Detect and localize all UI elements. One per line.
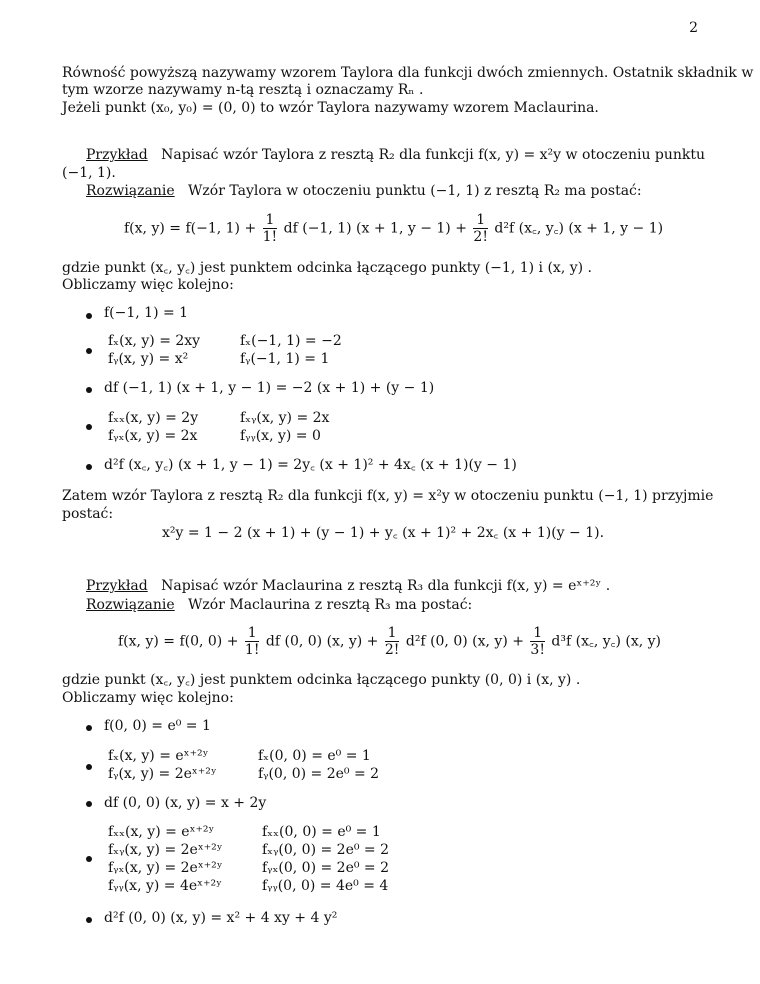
bullet-icon (86, 464, 92, 470)
denominator: 3! (530, 642, 545, 658)
fraction (530, 625, 545, 658)
example1-where: gdzie punkt (x꜀, y꜀) jest punktem odcinka łączącego punkty (−1, 1) i (x, y) . (62, 260, 592, 276)
example2-solution-text: Wzór Maclaurina z resztą R₃ ma postać: (188, 597, 473, 613)
ex2-bullet-4-right-4: fᵧᵧ(0, 0) = 4e⁰ = 4 (262, 878, 389, 894)
ex2-bullet-3: df (0, 0) (x, y) = x + 2y (104, 795, 267, 811)
page-number: 2 (689, 20, 698, 36)
formula-part: f(x, y) = f(−1, 1) + (124, 220, 257, 237)
fraction (263, 212, 278, 245)
example1-task-cont: (−1, 1). (62, 165, 116, 181)
denominator: 1! (244, 642, 260, 658)
ex2-bullet-4-left-1: fₓₓ(x, y) = eˣ⁺²ʸ (108, 824, 215, 840)
ex2-bullet-2-right-1: fₓ(0, 0) = e⁰ = 1 (258, 748, 371, 764)
numerator: 1 (530, 625, 545, 642)
bullet-icon (86, 856, 92, 862)
numerator: 1 (385, 625, 400, 642)
ex2-bullet-4-right-2: fₓᵧ(0, 0) = 2e⁰ = 2 (262, 842, 389, 858)
numerator: 1 (473, 212, 488, 229)
ex1-bullet-2-right-2: fᵧ(−1, 1) = 1 (240, 351, 330, 367)
ex1-bullet-3: df (−1, 1) (x + 1, y − 1) = −2 (x + 1) + (y − 1) (104, 380, 435, 396)
example2-where: gdzie punkt (x꜀, y꜀) jest punktem odcinka łączącego punkty (0, 0) i (x, y) . (62, 672, 581, 688)
fraction (385, 625, 400, 658)
example2-label: Przykład (86, 578, 148, 594)
formula-part: f(x, y) = f(0, 0) + (118, 633, 239, 650)
ex1-bullet-4-left-2: fᵧₓ(x, y) = 2x (108, 428, 198, 444)
formula-part: d²f (x꜀, y꜀) (x + 1, y − 1) (494, 220, 664, 237)
bullet-icon (86, 725, 92, 731)
example2-compute: Obliczamy więc kolejno: (62, 690, 234, 706)
ex1-bullet-5: d²f (x꜀, y꜀) (x + 1, y − 1) = 2y꜀ (x + 1)² + 4x꜀ (x + 1)(y − 1) (104, 457, 517, 473)
example1-label: Przykład (86, 147, 148, 163)
bullet-icon (86, 917, 92, 923)
intro-line-3: Jeżeli punkt (x₀, y₀) = (0, 0) to wzór Taylora nazywamy wzorem Maclaurina. (62, 100, 599, 116)
denominator: 2! (473, 229, 488, 245)
example2-solution-label: Rozwiązanie (86, 597, 175, 613)
intro-line-1: Równość powyższą nazywamy wzorem Taylora dla funkcji dwóch zmiennych. Ostatnik składnik w (62, 65, 754, 81)
ex2-bullet-1: f(0, 0) = e⁰ = 1 (104, 718, 211, 734)
bullet-icon (86, 348, 92, 354)
ex2-bullet-4-right-3: fᵧₓ(0, 0) = 2e⁰ = 2 (262, 860, 389, 876)
bullet-icon (86, 764, 92, 770)
numerator: 1 (263, 212, 278, 229)
denominator: 2! (384, 642, 400, 658)
ex2-bullet-4-left-4: fᵧᵧ(x, y) = 4eˣ⁺²ʸ (108, 878, 223, 894)
example1-solution (86, 183, 642, 200)
example1-taylor-formula (124, 212, 663, 245)
ex2-bullet-5: d²f (0, 0) (x, y) = x² + 4 xy + 4 y² (104, 910, 338, 926)
bullet-icon (86, 313, 92, 319)
ex1-bullet-4-right-1: fₓᵧ(x, y) = 2x (240, 410, 330, 426)
example1-task (86, 147, 705, 164)
example1-conclusion-2: postać: (62, 506, 114, 522)
ex2-bullet-2-left-2: fᵧ(x, y) = 2eˣ⁺²ʸ (108, 766, 217, 782)
ex1-bullet-1: f(−1, 1) = 1 (104, 305, 189, 321)
example2-task-text: Napisać wzór Maclaurina z resztą R₃ dla funkcji f(x, y) = eˣ⁺²ʸ . (161, 578, 611, 594)
ex1-bullet-4-left-1: fₓₓ(x, y) = 2y (108, 410, 199, 426)
ex1-bullet-2-right-1: fₓ(−1, 1) = −2 (240, 333, 342, 349)
bullet-icon (86, 424, 92, 430)
bullet-icon (86, 387, 92, 393)
intro-line-2: tym wzorze nazywamy n-tą resztą i oznaczamy Rₙ . (62, 82, 424, 98)
ex1-bullet-2-left-1: fₓ(x, y) = 2xy (108, 333, 201, 349)
example1-solution-text: Wzór Taylora w otoczeniu punktu (−1, 1) z resztą R₂ ma postać: (188, 183, 642, 199)
ex2-bullet-4-left-3: fᵧₓ(x, y) = 2eˣ⁺²ʸ (108, 860, 223, 876)
example2-solution (86, 597, 472, 614)
ex2-bullet-4-right-1: fₓₓ(0, 0) = e⁰ = 1 (262, 824, 381, 840)
denominator: 1! (262, 229, 278, 245)
formula-part: df (−1, 1) (x + 1, y − 1) + (283, 220, 467, 237)
example1-conclusion-1: Zatem wzór Taylora z resztą R₂ dla funkcji f(x, y) = x²y w otoczeniu punktu (−1, 1) przyjmie (62, 488, 714, 504)
formula-part: df (0, 0) (x, y) + (265, 633, 379, 650)
formula-part: d²f (0, 0) (x, y) + (405, 633, 524, 650)
example1-task-text: Napisać wzór Taylora z resztą R₂ dla funkcji f(x, y) = x²y w otoczeniu punktu (161, 147, 706, 163)
formula-part: d³f (x꜀, y꜀) (x, y) (551, 633, 662, 650)
ex2-bullet-2-left-1: fₓ(x, y) = eˣ⁺²ʸ (108, 748, 209, 764)
fraction (245, 625, 260, 658)
example1-compute: Obliczamy więc kolejno: (62, 277, 234, 293)
example1-solution-label: Rozwiązanie (86, 183, 175, 199)
ex1-bullet-2-left-2: fᵧ(x, y) = x² (108, 351, 189, 367)
ex2-bullet-4-left-2: fₓᵧ(x, y) = 2eˣ⁺²ʸ (108, 842, 223, 858)
ex1-bullet-4-right-2: fᵧᵧ(x, y) = 0 (240, 428, 321, 444)
fraction (473, 212, 488, 245)
ex2-bullet-2-right-2: fᵧ(0, 0) = 2e⁰ = 2 (258, 766, 380, 782)
numerator: 1 (245, 625, 260, 642)
example2-task (86, 578, 610, 595)
example1-result-formula: x²y = 1 − 2 (x + 1) + (y − 1) + y꜀ (x + 1)² + 2x꜀ (x + 1)(y − 1). (162, 525, 605, 541)
example2-maclaurin-formula (118, 625, 661, 658)
bullet-icon (86, 801, 92, 807)
